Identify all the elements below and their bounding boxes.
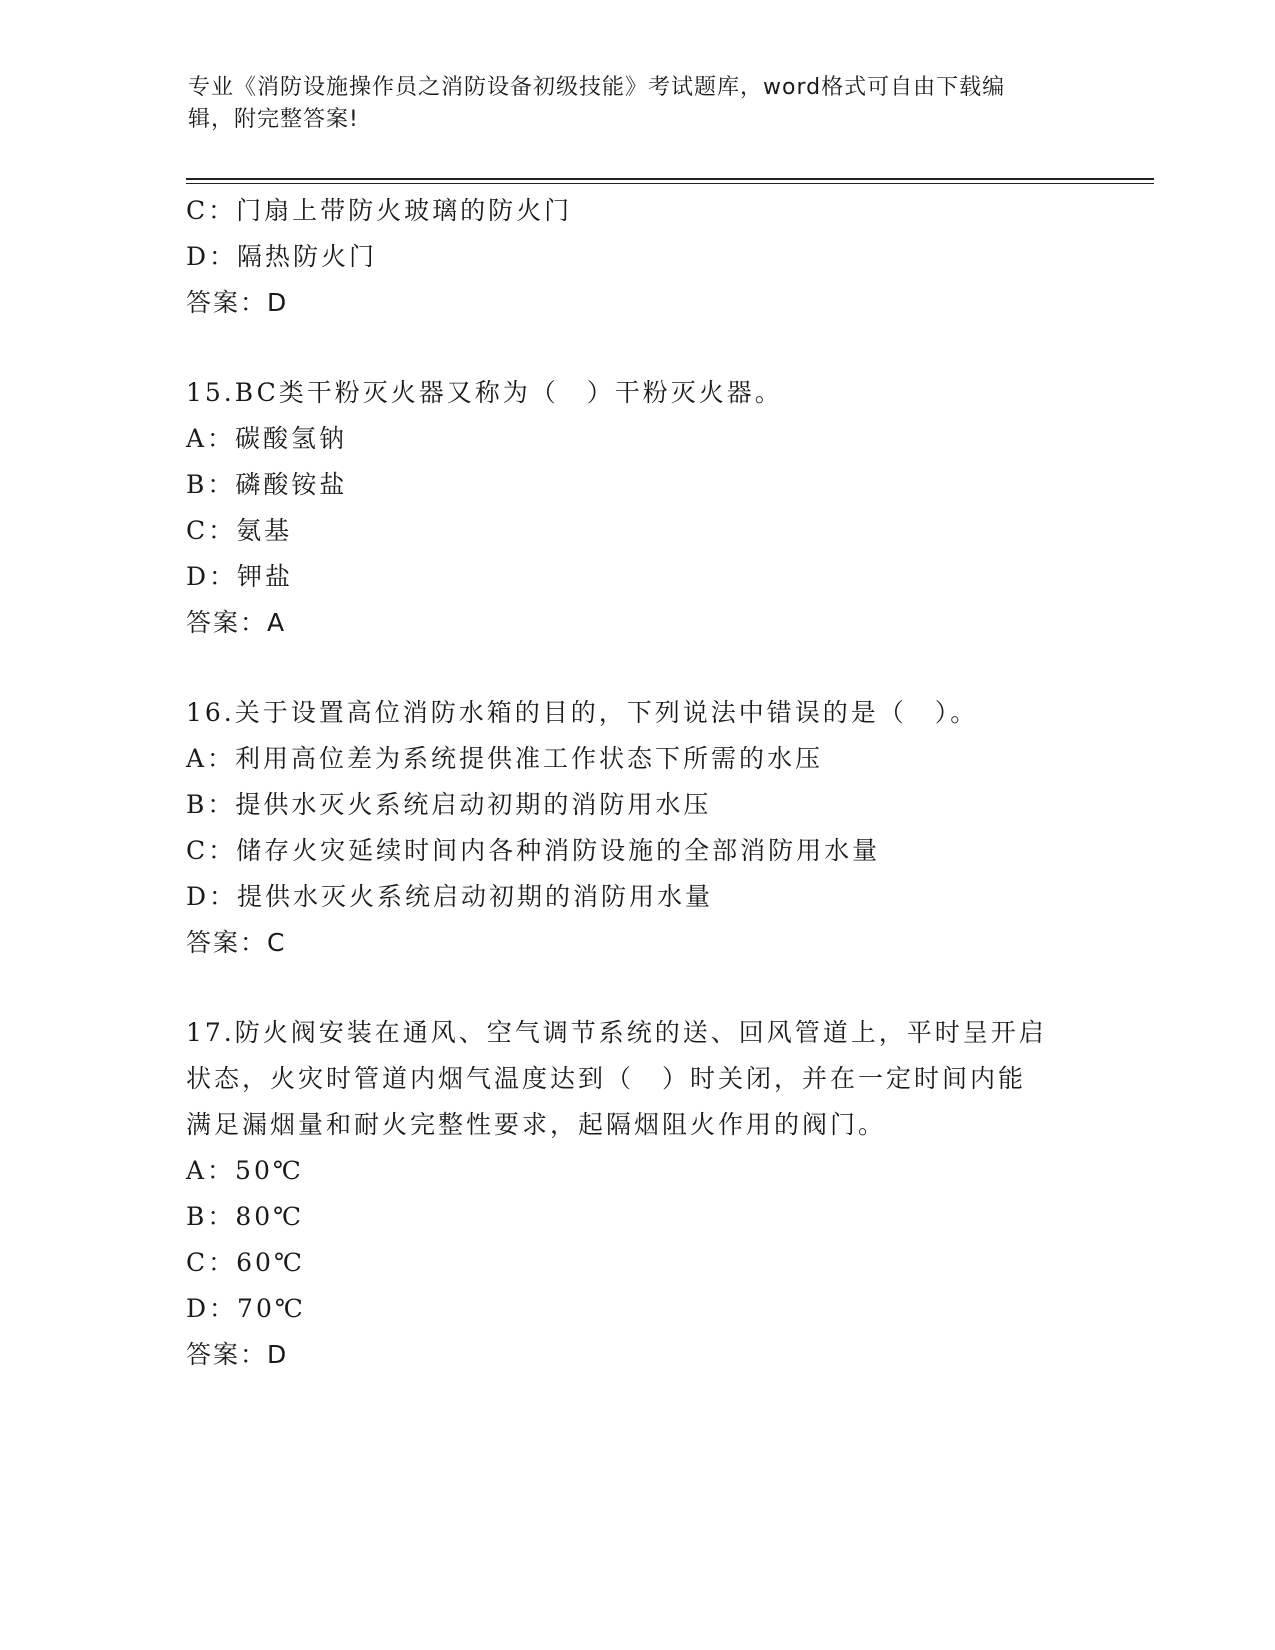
option-d: D：钾盐 [186,562,294,591]
option-c: C：门扇上带防火玻璃的防火门 [186,196,573,225]
answer-line: 答案：C [186,928,287,957]
option-b: B：提供水灭火系统启动初期的消防用水压 [186,790,712,819]
question-stem: 15.BC类干粉灭火器又称为（ ）干粉灭火器。 [186,378,783,407]
question-content [186,188,1086,1378]
header-rule-thick [186,178,1154,180]
answer-line: 答案：D [186,1340,289,1369]
question-stem: 16.关于设置高位消防水箱的目的，下列说法中错误的是（ ）。 [186,698,979,727]
question-stem-line-3: 满足漏烟量和耐火完整性要求，起隔烟阻火作用的阀门。 [186,1110,887,1139]
option-a: A：碳酸氢钠 [186,424,348,453]
option-a: A：50℃ [186,1156,304,1185]
option-c: C：60℃ [186,1248,305,1277]
header-line-1: 专业《消防设施操作员之消防设备初级技能》考试题库，word格式可自由下载编 [188,75,1006,100]
question-16 [186,690,1086,966]
option-d: D：隔热防火门 [186,242,378,271]
question-17 [186,1010,1086,1378]
question-stem-line-1: 17.防火阀安装在通风、空气调节系统的送、回风管道上，平时呈开启 [186,1018,1047,1047]
header-rule-thin [186,183,1154,184]
question-stem-line-2: 状态，火灾时管道内烟气温度达到（ ）时关闭，并在一定时间内能 [186,1064,1027,1093]
document-header [188,72,1068,136]
question-14-tail [186,188,1086,326]
option-d: D：提供水灭火系统启动初期的消防用水量 [186,882,714,911]
option-b: B：80℃ [186,1202,305,1231]
option-c: C：氨基 [186,516,293,545]
option-c: C：储存火灾延续时间内各种消防设施的全部消防用水量 [186,836,881,865]
question-15 [186,370,1086,646]
option-d: D：70℃ [186,1294,306,1323]
header-line-2: 辑，附完整答案! [188,107,359,132]
answer-line: 答案：A [186,608,287,637]
option-a: A：利用高位差为系统提供准工作状态下所需的水压 [186,744,824,773]
answer-line: 答案：D [186,288,289,317]
option-b: B：磷酸铵盐 [186,470,348,499]
